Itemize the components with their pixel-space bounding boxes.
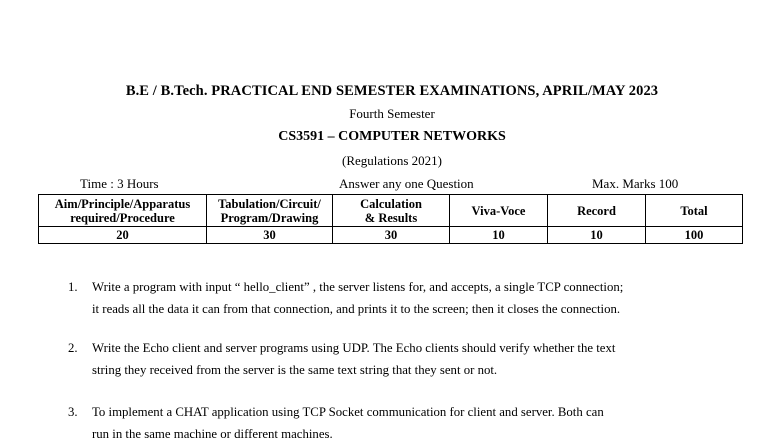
- header-tabulation: Tabulation/Circuit/ Program/Drawing: [207, 195, 333, 227]
- header-calculation: Calculation & Results: [333, 195, 450, 227]
- course-title: CS3591 – COMPUTER NETWORKS: [278, 129, 506, 144]
- question-line: it reads all the data it can from that connection, and prints it to the screen; then it closes the connection.: [92, 302, 621, 316]
- question-item: [68, 276, 758, 320]
- semester-label: Fourth Semester: [349, 106, 435, 121]
- header-total: Total: [646, 195, 743, 227]
- value-total: 100: [646, 227, 743, 244]
- max-marks-label: Max. Marks 100: [592, 176, 679, 191]
- header-aim: Aim/Principle/Apparatus required/Procedure: [39, 195, 207, 227]
- question-number: 3.: [68, 405, 78, 419]
- value-viva-voce: 10: [450, 227, 548, 244]
- header-record: Record: [548, 195, 646, 227]
- value-aim: 20: [39, 227, 207, 244]
- marks-table: [38, 194, 743, 244]
- value-tabulation: 30: [207, 227, 333, 244]
- question-number: 1.: [68, 280, 78, 294]
- question-item: [68, 337, 758, 381]
- marks-value-row: [39, 227, 743, 244]
- header-viva-voce: Viva-Voce: [450, 195, 548, 227]
- value-calculation: 30: [333, 227, 450, 244]
- question-line: Write a program with input “ hello_client” , the server listens for, and accepts, a single TCP connection;: [92, 280, 624, 294]
- instruction-label: Answer any one Question: [339, 176, 474, 191]
- time-label: Time : 3 Hours: [80, 176, 159, 191]
- regulations-label: (Regulations 2021): [341, 153, 442, 168]
- exam-title: B.E / B.Tech. PRACTICAL END SEMESTER EXAMINATIONS, APRIL/MAY 2023: [125, 83, 659, 99]
- question-line: Write the Echo client and server programs using UDP. The Echo clients should verify whether the text: [92, 341, 616, 355]
- value-record: 10: [548, 227, 646, 244]
- marks-header-row: [39, 195, 743, 227]
- question-line: run in the same machine or different machines.: [92, 427, 333, 441]
- question-line: To implement a CHAT application using TCP Socket communication for client and server. Both can: [92, 405, 604, 419]
- question-item: [68, 401, 758, 445]
- question-line: string they received from the server is the same text string that they sent or not.: [92, 363, 498, 377]
- question-number: 2.: [68, 341, 78, 355]
